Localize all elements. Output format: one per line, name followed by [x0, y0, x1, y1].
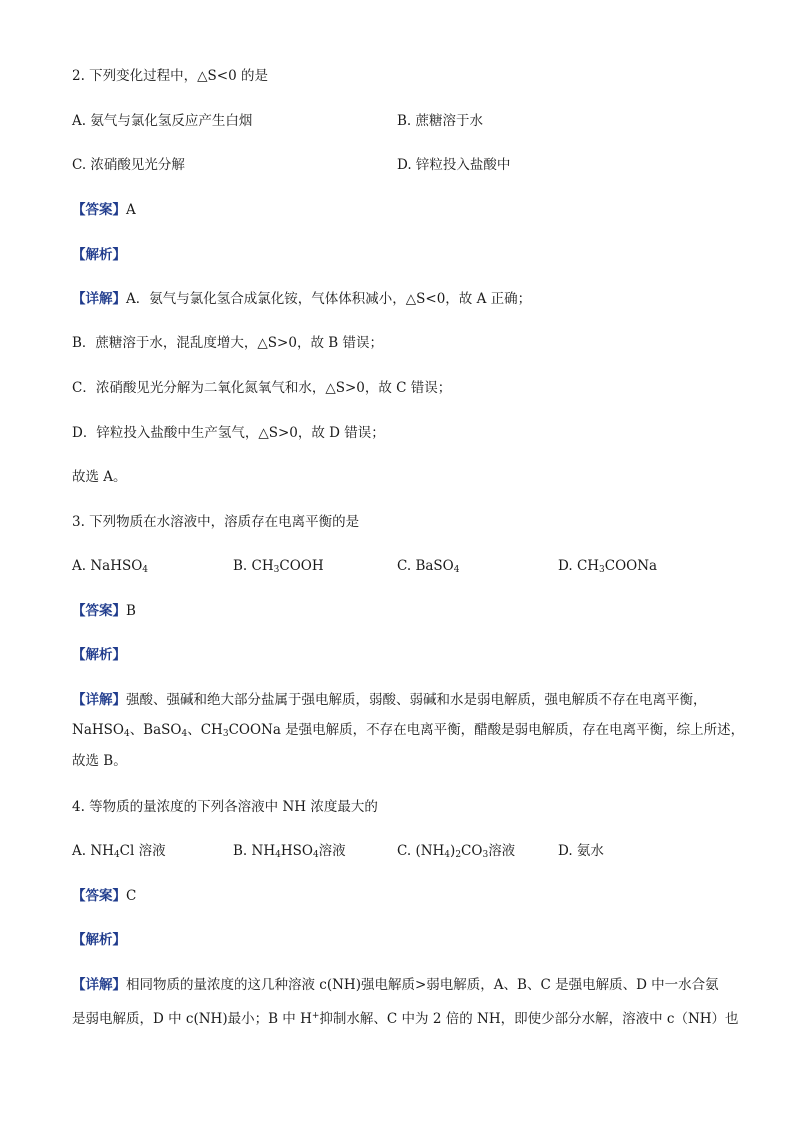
detail-text: 抑制水解、C 中为 2 倍的 NH，即使少部分水解，溶液中 c（NH）也 [319, 1011, 739, 1027]
q2-stem: 2. 下列变化过程中，△S<0 的是 [72, 68, 268, 84]
subscript: 4 [312, 850, 319, 860]
subscript: 4 [444, 850, 451, 860]
detail-text: 相同物质的量浓度的这几种溶液 c(NH)强电解质>弱电解质，A、B、C 是强电解质、D 中一水合氨 [126, 977, 719, 993]
q4-detail-2 [72, 1006, 739, 1029]
q2-detail-2: B．蔗糖溶于水，混乱度增大，△S>0，故 B 错误； [72, 335, 383, 351]
subscript: 4 [123, 729, 130, 739]
q2-detail-4: D．锌粒投入盐酸中生产氢气，△S>0，故 D 错误； [72, 425, 385, 441]
q4-option-a [72, 841, 166, 865]
subscript: 3 [222, 729, 229, 739]
option-letter: A. [72, 843, 91, 859]
detail-tag: 【详解】 [72, 291, 126, 307]
answer-value: A [126, 202, 136, 218]
detail-tag: 【详解】 [72, 692, 126, 708]
subscript: 4 [113, 850, 120, 860]
q2-detail-1 [72, 289, 531, 309]
subscript: 4 [275, 850, 281, 860]
q2-option-c: C. 浓硝酸见光分解 [72, 157, 185, 173]
formula-part: HSO [280, 843, 313, 859]
answer-tag: 【答案】 [72, 202, 126, 218]
detail-text: NaHSO [72, 722, 124, 738]
formula-part: NH [251, 843, 276, 859]
q2-detail-5: 故选 A。 [72, 469, 127, 485]
superscript: + [311, 1011, 320, 1021]
formula-part: BaSO [415, 558, 454, 574]
q4-option-d: D. 氨水 [558, 843, 604, 859]
q2-analysis-tag: 【解析】 [72, 247, 126, 263]
detail-text: 、BaSO [129, 722, 182, 738]
subscript: 3 [482, 850, 489, 860]
formula-part: 溶液 [318, 843, 346, 859]
q2-detail-3: C．浓硝酸见光分解为二氧化氮氧气和水，△S>0，故 C 错误； [72, 380, 452, 396]
formula-part: Cl 溶液 [119, 843, 166, 859]
q4-option-b [233, 841, 346, 865]
q4-answer [72, 886, 136, 906]
option-letter: B. [233, 843, 252, 859]
formula-part: ) [450, 843, 456, 859]
answer-tag: 【答案】 [72, 888, 126, 904]
subscript: 4 [142, 565, 149, 575]
subscript: 3 [599, 565, 605, 575]
answer-value: C [126, 888, 137, 904]
detail-text: 、CH [187, 722, 223, 738]
q2-option-a: A. 氨气与氯化氢反应产生白烟 [72, 113, 253, 129]
option-letter: C. [397, 843, 416, 859]
detail-text: 强酸、强碱和绝大部分盐属于强电解质，弱酸、弱碱和水是弱电解质，强电解质不存在电离平衡， [126, 692, 707, 708]
q3-option-d [558, 556, 657, 580]
formula-part: (NH [415, 843, 445, 859]
option-letter: A. [72, 558, 91, 574]
subscript: 4 [181, 729, 188, 739]
subscript: 3 [273, 565, 280, 575]
answer-tag: 【答案】 [72, 603, 126, 619]
q2-answer [72, 200, 136, 220]
q3-answer [72, 601, 136, 621]
detail-text: 是弱电解质，D 中 c(NH)最小；B 中 H [72, 1011, 312, 1027]
q4-analysis-tag: 【解析】 [72, 932, 126, 948]
formula-part: CO [461, 843, 483, 859]
q3-detail-2 [72, 720, 744, 744]
formula-part: COONa [604, 558, 658, 574]
option-letter: D. [558, 558, 577, 574]
detail-tag: 【详解】 [72, 977, 126, 993]
q3-option-c [397, 556, 459, 580]
q3-analysis-tag: 【解析】 [72, 647, 126, 663]
formula-part: 溶液 [488, 843, 516, 859]
q3-detail-1 [72, 690, 707, 710]
formula-part: NH [90, 843, 114, 859]
q2-option-b: B. 蔗糖溶于水 [397, 113, 484, 129]
formula-part: CH [251, 558, 274, 574]
answer-value: B [126, 603, 136, 619]
detail-text: COONa 是强电解质，不存在电离平衡，醋酸是弱电解质，存在电离平衡，综上所述， [228, 722, 745, 738]
formula-part: CH [576, 558, 600, 574]
q3-option-a [72, 556, 148, 580]
q3-option-b [233, 556, 324, 580]
detail-text: A．氨气与氯化氢合成氯化铵，气体体积减小，△S<0，故 A 正确； [126, 291, 532, 307]
q3-stem: 3. 下列物质在水溶液中，溶质存在电离平衡的是 [72, 514, 360, 530]
formula-part: NaHSO [90, 558, 143, 574]
q4-stem: 4. 等物质的量浓度的下列各溶液中 NH 浓度最大的 [72, 799, 378, 815]
subscript: 2 [455, 850, 462, 860]
q4-detail-1 [72, 975, 719, 995]
q2-option-d: D. 锌粒投入盐酸中 [397, 157, 511, 173]
q3-detail-3: 故选 B。 [72, 753, 127, 769]
option-letter: B. [233, 558, 252, 574]
subscript: 4 [453, 565, 460, 575]
option-letter: C. [397, 558, 416, 574]
formula-part: COOH [279, 558, 324, 574]
q4-option-c [397, 841, 515, 865]
